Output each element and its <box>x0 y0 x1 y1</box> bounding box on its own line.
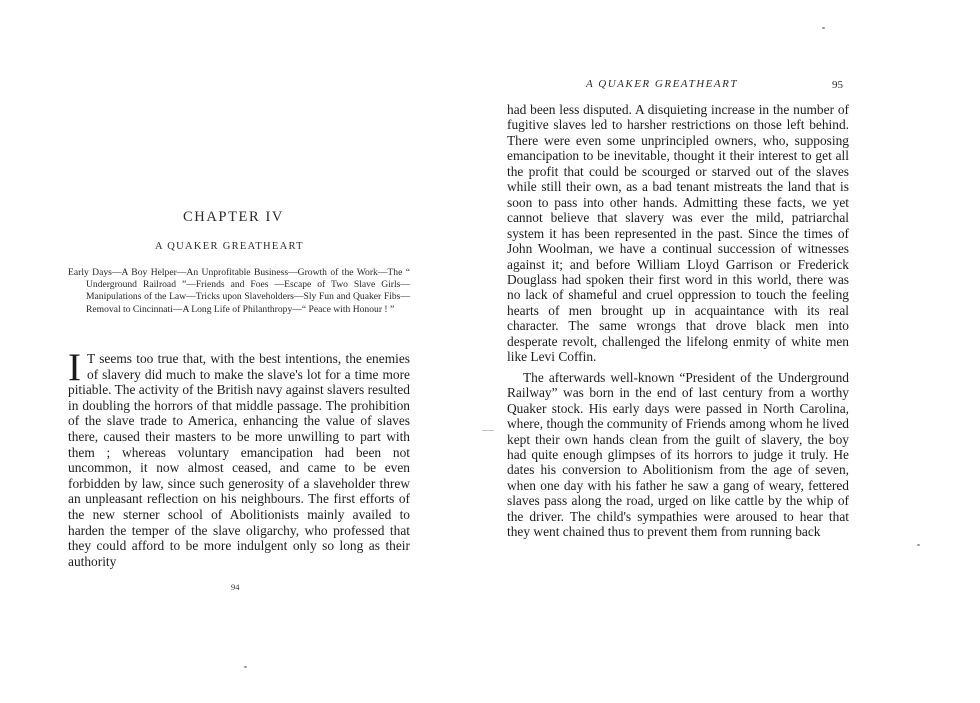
right-paragraph-2: The afterwards well-known “President of the Underground Railway” was born in the end of last century from a worthy Quaker stock. His early days were passed in North Carolina, where, though the community of Friends among whom he lived kept their own hands clean from the guilt of slavery, the boy had quite enough glimpses of its horrors to judge it truly. He dates his conversion to Abolitionism from the age of seven, when one day with his father he saw a gang of weary, fettered slaves pass along the road, urged on like cattle by the whip of the driver. The child's sympathies were aroused to hear that they went chained thus to prevent them from running back <box>507 369 849 540</box>
chapter-heading: CHAPTER IV <box>183 209 284 225</box>
paper-speck <box>244 666 247 668</box>
left-body-paragraph: T seems too true that, with the best intentions, the enemies of slavery did much to make the slave's lot for a time more pitiable. The activity of the British navy against slavers resulted in doubling the horrors of that middle passage. The prohibition of the slave trade to America, enhancing the value of slaves there, caused their masters to be more unwilling to part with them ; whereas voluntary emancipation had been not uncommon, it now almost ceased, and came to be even forbidden by law, since such generosity of a slaveholder threw an unpleasant reflection on his neighbours. The first efforts of the new sterner school of Abolitionists mainly availed to harden the temper of the slave oligarchy, who professed that they could afford to be more indulgent only so long as their authority <box>68 351 410 569</box>
left-body-text <box>68 346 410 569</box>
paper-speck <box>822 27 825 29</box>
paper-speck <box>917 544 920 546</box>
chapter-title: A QUAKER GREATHEART <box>155 241 304 252</box>
right-body-text <box>507 102 849 540</box>
running-head: A QUAKER GREATHEART <box>586 78 738 90</box>
right-paragraph-1: had been less disputed. A disquieting increase in the number of fugitive slaves led to harsher restrictions on those left behind. There were even some unprincipled owners, who, supposing emancipation to be inevitable, thought it their interest to get all the profit that could be scourged or starved out of the slaves while still their own, as a bad tenant mistreats the land that is soon to pass into other hands. Admitting these facts, we yet cannot believe that slavery was ever the mild, patriarchal system it has been represented in the past. Since the times of John Woolman, we have a continual succession of witnesses against it; and before William Lloyd Garrison or Frederick Douglass had spoken their first word in this world, there was no lack of shameful and cruel oppression to touch the feeling hearts of men brought up in acquaintance with its real character. The same wrongs that drove black men into desperate revolt, challenged the lifelong enmity of white men like Levi Coffin. <box>507 102 849 365</box>
chapter-synopsis: Early Days—A Boy Helper—An Unprofitable Business—Growth of the Work—The “ Underground Railroad ”—Friends and Foes —Escape of Two Slave Girls—Manipulations of the Law—Tricks upon Slaveholders—Sly Fun and Quaker Fibs—Removal to Cincinnati—A Long Life of Philanthropy—“ Peace with Honour ! ” <box>68 267 410 315</box>
drop-cap: I <box>68 346 81 389</box>
left-page-number: 94 <box>231 582 240 592</box>
right-page-number: 95 <box>832 79 843 91</box>
